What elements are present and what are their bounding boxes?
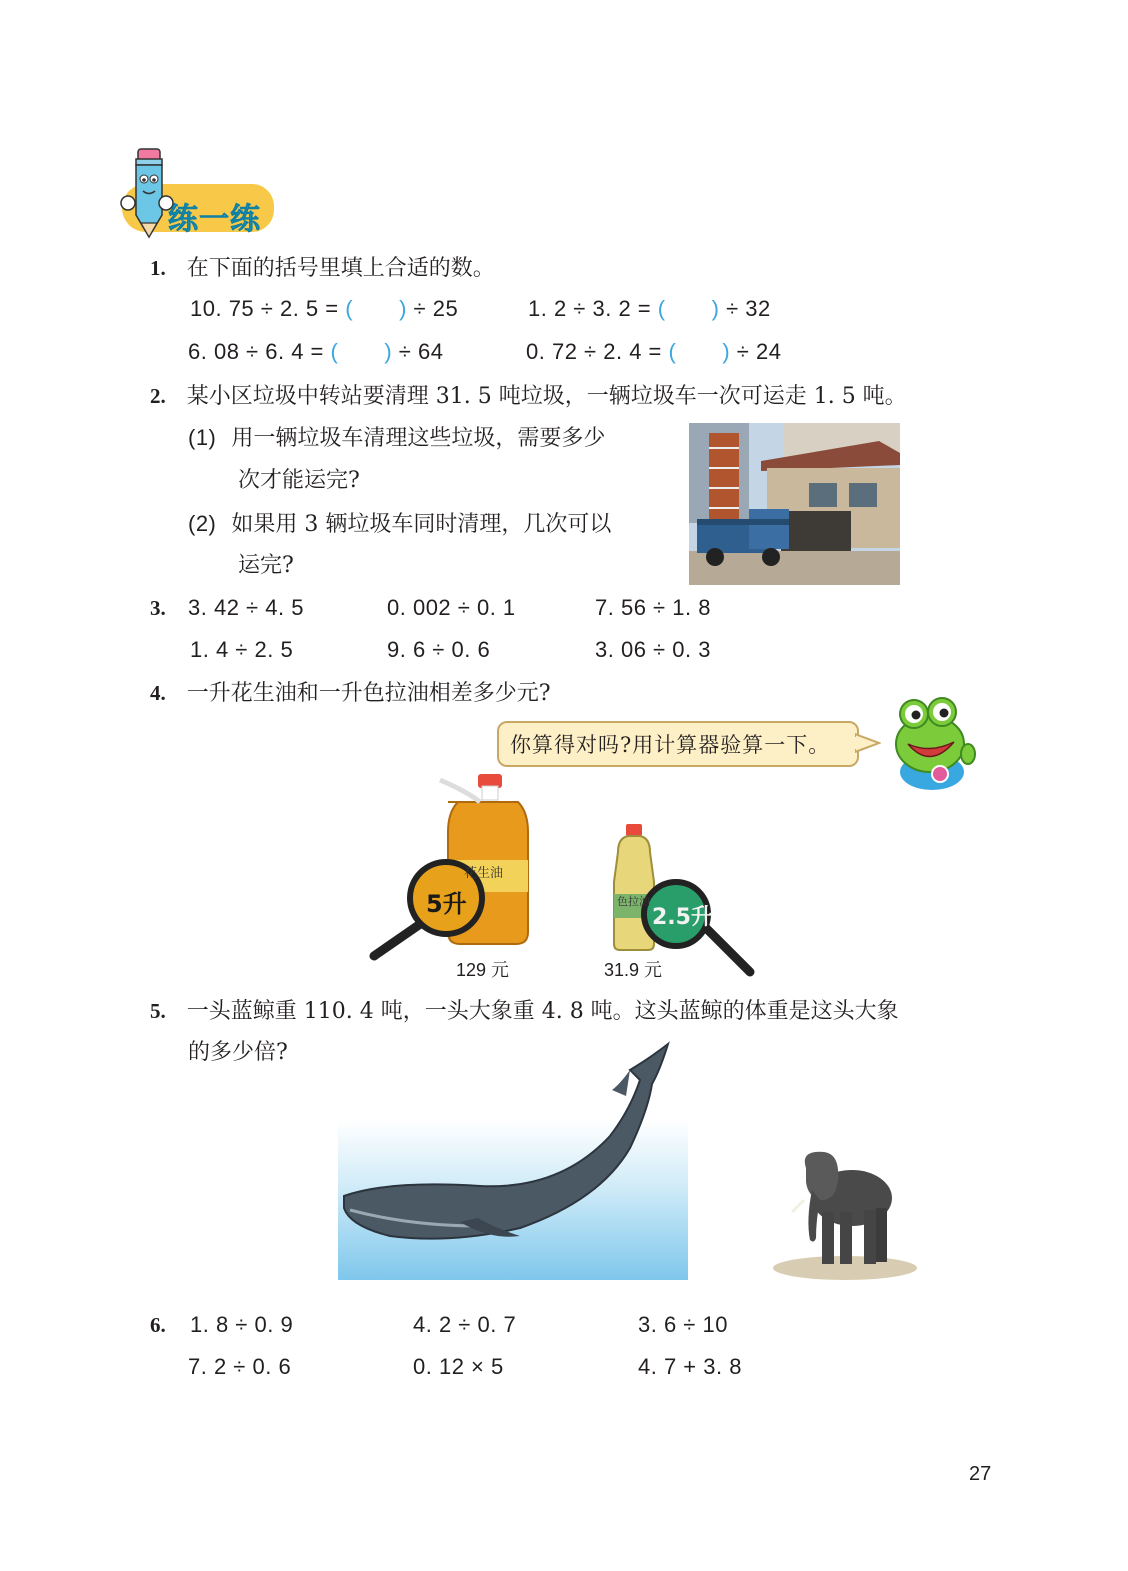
- oil1-label: 花生油: [464, 866, 504, 881]
- question-text: 在下面的括号里填上合适的数。: [186, 256, 495, 281]
- subquestion-label: (2): [188, 511, 217, 536]
- frog-mascot-icon: [884, 692, 976, 792]
- question-1: [150, 253, 495, 284]
- q3-item-1: 3. 42 ÷ 4. 5: [188, 595, 304, 620]
- paren-open: (: [668, 339, 677, 364]
- question-6-number: [150, 1310, 166, 1341]
- q6-item-1: 1. 8 ÷ 0. 9: [190, 1312, 294, 1337]
- q6-item-6: 4. 7 + 3. 8: [638, 1354, 742, 1379]
- subquestion-2-cont: 运完?: [238, 553, 294, 578]
- question-number: 2.: [150, 384, 166, 408]
- question-5: [150, 996, 899, 1027]
- q3-item-3: 7. 56 ÷ 1. 8: [595, 595, 711, 620]
- expression-right: ÷ 64: [398, 339, 444, 364]
- speech-bubble-tail-icon: [855, 732, 881, 754]
- subquestion-1-cont: 次才能运完?: [238, 468, 360, 493]
- paren-open: (: [657, 296, 666, 321]
- question-3-number: [150, 593, 166, 624]
- expression-left: 6. 08 ÷ 6. 4 =: [188, 339, 324, 364]
- q6-item-2: 4. 2 ÷ 0. 7: [413, 1312, 517, 1337]
- question-2: [150, 381, 907, 412]
- q3-item-4: 1. 4 ÷ 2. 5: [190, 637, 294, 662]
- oil2-price: 31.9 元: [604, 960, 663, 980]
- oil2-label: 色拉油: [617, 895, 650, 908]
- q3-item-5: 9. 6 ÷ 0. 6: [387, 637, 491, 662]
- paren-open: (: [345, 296, 354, 321]
- subquestion-text: 用一辆垃圾车清理这些垃圾，需要多少: [231, 426, 606, 451]
- q6-item-4: 7. 2 ÷ 0. 6: [188, 1354, 292, 1379]
- oil1-volume: 5升: [426, 890, 467, 918]
- expression-right: ÷ 25: [413, 296, 459, 321]
- question-text: 某小区垃圾中转站要清理 31. 5 吨垃圾，一辆垃圾车一次可运走 1. 5 吨。: [186, 384, 907, 409]
- fill-blank-1a: [190, 294, 458, 324]
- q6-item-3: 3. 6 ÷ 10: [638, 1312, 728, 1337]
- question-4: [150, 678, 551, 709]
- question-number: 4.: [150, 681, 166, 705]
- q6-item-5: 0. 12 × 5: [413, 1354, 504, 1379]
- question-number: 6.: [150, 1313, 166, 1337]
- subquestion-2: [188, 509, 611, 540]
- expression-left: 1. 2 ÷ 3. 2 =: [528, 296, 652, 321]
- q3-item-2: 0. 002 ÷ 0. 1: [387, 595, 516, 620]
- page-number: 27: [969, 1463, 992, 1485]
- section-title: 练一练: [168, 202, 261, 237]
- subquestion-text: 如果用 3 辆垃圾车同时清理，几次可以: [231, 512, 612, 537]
- question-number: 3.: [150, 596, 166, 620]
- paren-close: ): [722, 339, 731, 364]
- subquestion-label: (1): [188, 425, 217, 450]
- speech-bubble-text: 你算得对吗?用计算器验算一下。: [510, 733, 831, 757]
- fill-blank-1b: [528, 294, 771, 324]
- paren-close: ): [399, 296, 407, 321]
- oil2-volume: 2.5升: [652, 905, 713, 930]
- expression-right: ÷ 32: [726, 296, 771, 321]
- pencil-mascot-icon: [118, 143, 174, 243]
- peanut-oil-bottle-icon: [368, 772, 538, 962]
- fill-blank-2b: [526, 337, 781, 367]
- question-text: 一头蓝鲸重 110. 4 吨，一头大象重 4. 8 吨。这头蓝鲸的体重是这头大象: [186, 999, 899, 1024]
- expression-right: ÷ 24: [736, 339, 782, 364]
- paren-close: ): [711, 296, 720, 321]
- expression-left: 10. 75 ÷ 2. 5 =: [190, 296, 339, 321]
- subquestion-1: [188, 423, 605, 454]
- paren-open: (: [330, 339, 339, 364]
- q3-item-6: 3. 06 ÷ 0. 3: [595, 637, 711, 662]
- question-number: 1.: [150, 256, 166, 280]
- question-5-cont: 的多少倍?: [188, 1040, 288, 1065]
- expression-left: 0. 72 ÷ 2. 4 =: [526, 339, 662, 364]
- garbage-station-photo: [689, 423, 900, 585]
- elephant-icon: [770, 1140, 920, 1280]
- question-text: 一升花生油和一升色拉油相差多少元?: [186, 681, 551, 706]
- paren-close: ): [384, 339, 393, 364]
- oil1-price: 129 元: [456, 960, 510, 980]
- blue-whale-icon: [330, 1040, 690, 1285]
- question-number: 5.: [150, 999, 166, 1023]
- fill-blank-2a: [188, 337, 443, 367]
